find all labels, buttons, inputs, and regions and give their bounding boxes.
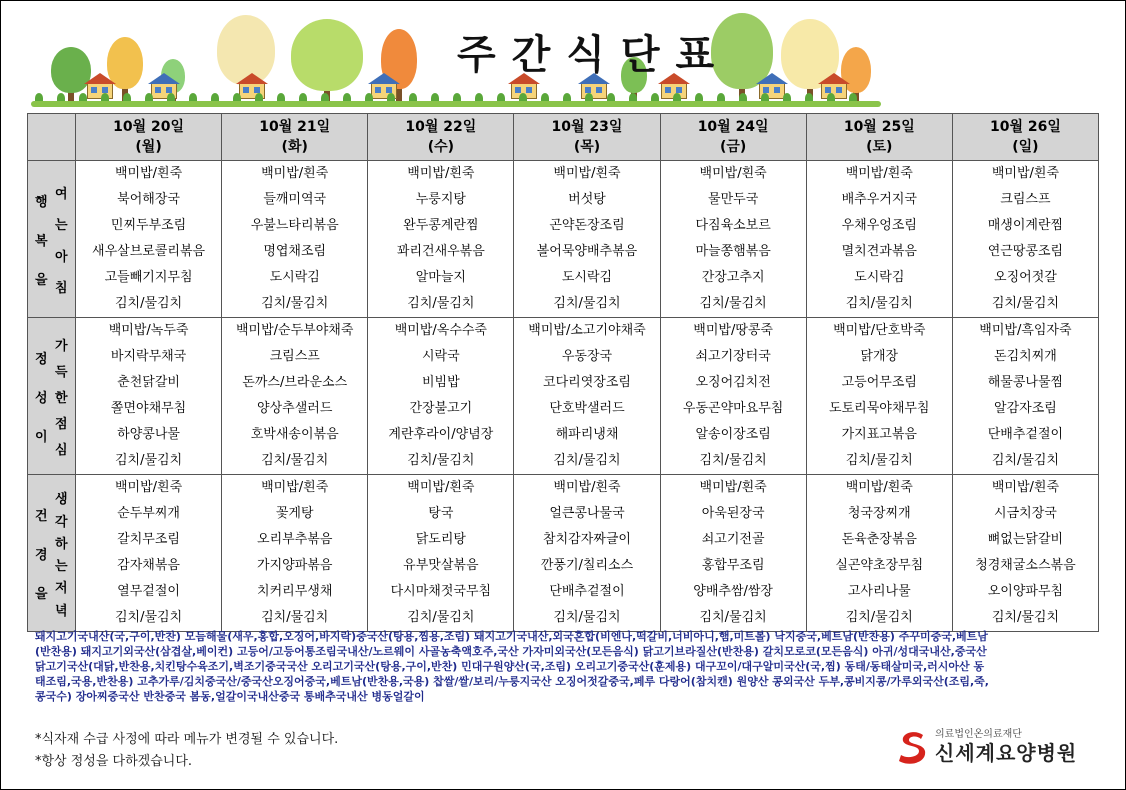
dish: 백미밥/흰죽 bbox=[699, 166, 767, 181]
meal-label-char: 가 bbox=[55, 339, 68, 354]
meal-label-char: 각 bbox=[55, 514, 68, 530]
meal-label-char: 정 bbox=[35, 352, 48, 367]
dish: 치커리무생채 bbox=[257, 584, 333, 599]
dish: 백미밥/흰죽 bbox=[407, 166, 475, 181]
dish: 양상추샐러드 bbox=[257, 401, 333, 416]
dish: 명엽채조림 bbox=[263, 244, 327, 259]
dish: 얼큰콩나물국 bbox=[549, 506, 625, 521]
dish: 볼어묵양배추볶음 bbox=[536, 244, 638, 259]
dish: 코다리엿장조림 bbox=[543, 375, 631, 390]
dish: 열무겉절이 bbox=[117, 584, 180, 599]
dish: 버섯탕 bbox=[568, 192, 606, 207]
day-menu-cell bbox=[222, 318, 368, 475]
day-menu-cell bbox=[660, 318, 806, 475]
dish: 백미밥/녹두죽 bbox=[108, 323, 189, 338]
origin-line: 콩국수) 장아찌중국산 반찬중국 봄동,얼갈이국내산중국 통배추국내산 병동얼갈이 bbox=[35, 690, 425, 703]
day-menu-cell bbox=[514, 161, 660, 318]
dish: 실곤약초장무침 bbox=[835, 558, 924, 573]
day-menu-cell bbox=[806, 161, 952, 318]
dish: 백미밥/흰죽 bbox=[114, 166, 183, 181]
dish: 김치/물김치 bbox=[845, 453, 913, 468]
dish: 연근땅콩조림 bbox=[987, 244, 1064, 259]
dish: 백미밥/흰죽 bbox=[845, 166, 913, 181]
day-menu-cell bbox=[76, 318, 222, 475]
day-weekday: (수) bbox=[427, 139, 455, 155]
dish: 김치/물김치 bbox=[114, 296, 183, 311]
dish: 가지양파볶음 bbox=[257, 558, 333, 573]
table-corner bbox=[28, 114, 76, 161]
dish: 백미밥/흰죽 bbox=[553, 166, 621, 181]
dish: 크림스프 bbox=[1000, 192, 1051, 207]
day-menu-cell bbox=[514, 318, 660, 475]
day-header bbox=[660, 114, 806, 161]
dish: 백미밥/흰죽 bbox=[699, 480, 767, 495]
day-weekday: (토) bbox=[866, 139, 893, 155]
day-weekday: (금) bbox=[719, 139, 747, 155]
meal-label-char: 아 bbox=[55, 249, 68, 265]
dish: 꽃게탕 bbox=[275, 506, 314, 521]
dish: 김치/물김치 bbox=[699, 610, 767, 625]
day-menu-cell bbox=[660, 475, 806, 632]
dish: 감자채볶음 bbox=[117, 558, 180, 573]
dish: 도시락김 bbox=[269, 270, 320, 285]
dish: 멸치견과볶음 bbox=[841, 244, 917, 259]
meal-label-char: 여 bbox=[55, 187, 68, 203]
dish: 김치/물김치 bbox=[407, 296, 475, 311]
day-weekday: (일) bbox=[1012, 139, 1039, 155]
dish: 해물콩나물찜 bbox=[987, 375, 1064, 390]
dish: 우동장국 bbox=[561, 349, 613, 364]
origin-line: 태조림,국용,반찬용) 고추가루/김치중국산/중국산오징어중국,베트남(반찬용,국용) 찹쌀/쌀/보리/누룽지국산 오징어젓갈중국,페루 다랑어(참치캔) 원양산 콩외국산 두부,콩비지콩/가루외국산(조림,죽, bbox=[35, 675, 989, 688]
meal-row bbox=[28, 318, 1099, 475]
day-header bbox=[222, 114, 368, 161]
meal-label-char: 성 bbox=[35, 391, 48, 406]
date-header-row bbox=[28, 114, 1099, 161]
day-date: 10월 23일 bbox=[551, 119, 623, 135]
dish: 백미밥/순두부야채죽 bbox=[236, 323, 354, 338]
dish: 돈까스/브라운소스 bbox=[242, 375, 348, 390]
dish: 김치/물김치 bbox=[699, 296, 767, 311]
dish: 김치/물김치 bbox=[261, 296, 329, 311]
weekly-menu-table bbox=[27, 113, 1099, 632]
dish: 단호박샐러드 bbox=[549, 401, 625, 416]
day-menu-cell bbox=[76, 161, 222, 318]
dish: 들깨미역국 bbox=[263, 192, 327, 207]
dish: 김치/물김치 bbox=[261, 610, 329, 625]
meal-label-char: 점 bbox=[55, 417, 68, 432]
foundation-name: 의료법인온의료재단 bbox=[935, 729, 1022, 740]
dish: 민찌두부조림 bbox=[110, 218, 187, 233]
dish: 쫄면야채무침 bbox=[110, 401, 187, 416]
dish: 하양콩나물 bbox=[117, 427, 180, 442]
day-date: 10월 20일 bbox=[113, 119, 185, 135]
dish: 도토리묵야채무침 bbox=[829, 401, 930, 416]
dish: 백미밥/흰죽 bbox=[261, 480, 329, 495]
dish: 백미밥/옥수수죽 bbox=[394, 323, 487, 338]
dish: 김치/물김치 bbox=[407, 610, 475, 625]
day-weekday: (화) bbox=[281, 139, 308, 155]
day-menu-cell bbox=[806, 318, 952, 475]
dish: 누룽지탕 bbox=[415, 192, 466, 207]
day-menu-cell bbox=[952, 475, 1098, 632]
origin-line: (반찬용) 돼지고기외국산(삼겹살,베이컨) 고등어/고등어통조림국내산/노르웨이 사골농축액호주,국산 가자미외국산(모든음식) 닭고기브라질산(반찬용) 갈치모로코(모든음식) 아귀/성대국내산,중국산 bbox=[35, 645, 987, 658]
day-menu-cell bbox=[660, 161, 806, 318]
meal-label bbox=[28, 161, 76, 318]
meal-label-char: 행 bbox=[35, 195, 48, 210]
dish: 매생이계란찜 bbox=[987, 218, 1064, 233]
meal-label-char: 을 bbox=[35, 587, 48, 602]
meal-row bbox=[28, 161, 1099, 318]
dish: 고사리나물 bbox=[847, 584, 911, 599]
dish: 쇠고기전골 bbox=[701, 532, 765, 547]
hospital-name: 신세계요양병원 bbox=[935, 741, 1078, 765]
dish: 새우살브로콜리볶음 bbox=[92, 244, 206, 259]
meal-label-char: 득 bbox=[55, 365, 68, 380]
dish: 바지락무채국 bbox=[110, 349, 187, 364]
dish: 닭개장 bbox=[860, 349, 899, 364]
day-date: 10월 22일 bbox=[405, 119, 477, 135]
dish: 도시락김 bbox=[561, 270, 613, 285]
dish: 홍합무조림 bbox=[701, 558, 765, 573]
page-title: 주간식단표 bbox=[457, 32, 731, 78]
dish: 간장불고기 bbox=[409, 401, 473, 416]
dish: 백미밥/흰죽 bbox=[114, 480, 183, 495]
dish: 백미밥/흰죽 bbox=[407, 480, 475, 495]
day-header bbox=[368, 114, 514, 161]
dish: 청경채굴소스볶음 bbox=[975, 558, 1076, 573]
dish: 김치/물김치 bbox=[553, 296, 621, 311]
dish: 양배추쌈/쌈장 bbox=[693, 584, 773, 599]
dish: 돈육춘장볶음 bbox=[841, 532, 917, 547]
dish: 닭도리탕 bbox=[415, 532, 466, 547]
dish: 크림스프 bbox=[269, 349, 320, 364]
meal-label-char: 침 bbox=[55, 280, 68, 296]
dish: 알송이장조림 bbox=[695, 427, 771, 442]
meal-label-char: 심 bbox=[55, 443, 68, 458]
meal-label-char: 저 bbox=[55, 581, 68, 597]
meal-label-char: 는 bbox=[55, 218, 68, 234]
dish: 김치/물김치 bbox=[845, 610, 913, 625]
day-header bbox=[952, 114, 1098, 161]
meal-label-char: 이 bbox=[35, 430, 48, 445]
day-header bbox=[514, 114, 660, 161]
dish: 알마늘지 bbox=[415, 270, 466, 285]
dish: 우동곤약마요무침 bbox=[682, 401, 784, 416]
dish: 배추우거지국 bbox=[841, 192, 917, 207]
meal-label bbox=[28, 475, 76, 632]
note-change: *식자재 수급 사정에 따라 메뉴가 변경될 수 있습니다. bbox=[35, 732, 339, 747]
dish: 김치/물김치 bbox=[553, 610, 621, 625]
dish: 김치/물김치 bbox=[991, 296, 1059, 311]
day-date: 10월 24일 bbox=[697, 119, 769, 135]
dish: 호박새송이볶음 bbox=[250, 427, 339, 442]
dish: 탕국 bbox=[428, 506, 454, 521]
day-menu-cell bbox=[368, 318, 514, 475]
dish: 청국장찌개 bbox=[847, 506, 911, 521]
dish: 오징어젓갈 bbox=[994, 270, 1057, 285]
dish: 백미밥/흑임자죽 bbox=[979, 323, 1072, 338]
day-menu-cell bbox=[806, 475, 952, 632]
dish: 백미밥/흰죽 bbox=[261, 166, 329, 181]
dish: 백미밥/흰죽 bbox=[845, 480, 913, 495]
day-weekday: (월) bbox=[135, 139, 162, 155]
dish: 백미밥/흰죽 bbox=[991, 480, 1059, 495]
dish: 아욱된장국 bbox=[701, 506, 765, 521]
dish: 고등어무조림 bbox=[841, 375, 917, 390]
day-menu-cell bbox=[222, 161, 368, 318]
dish: 깐풍기/칠리소스 bbox=[540, 558, 634, 573]
note-sincerity: *항상 정성을 다하겠습니다. bbox=[35, 754, 193, 769]
meal-label-char: 는 bbox=[55, 559, 68, 575]
dish: 김치/물김치 bbox=[261, 453, 329, 468]
ingredient-origin-notice bbox=[35, 629, 1095, 704]
dish: 김치/물김치 bbox=[845, 296, 913, 311]
dish: 오이양파무침 bbox=[987, 584, 1064, 599]
dish: 단배추겉절이 bbox=[549, 584, 625, 599]
dish: 다시마채젓국무침 bbox=[390, 584, 492, 599]
day-header bbox=[806, 114, 952, 161]
hospital-logo bbox=[897, 723, 1097, 773]
day-date: 10월 26일 bbox=[989, 119, 1061, 135]
dish: 오징어김치전 bbox=[695, 375, 771, 390]
dish: 김치/물김치 bbox=[991, 610, 1059, 625]
meal-label-char: 경 bbox=[35, 548, 48, 563]
house-icon bbox=[87, 83, 113, 99]
dish: 단배추겉절이 bbox=[987, 427, 1064, 442]
dish: 북어해장국 bbox=[117, 192, 180, 207]
menu-body bbox=[28, 161, 1099, 632]
dish: 김치/물김치 bbox=[699, 453, 767, 468]
meal-label-char: 하 bbox=[55, 536, 68, 552]
origin-line: 닭고기국산(대닭,반찬용,치킨탕수육조기,벽조기중국국산 오리고기국산(탕용,구이,반찬) 민대구원양산(국,조림) 오리고기중국산(훈제용) 대구꼬이/대구알미국산(국,찜) 동태/동태살미국,러시아산 동 bbox=[35, 660, 985, 673]
dish: 물만두국 bbox=[708, 192, 759, 207]
dish: 김치/물김치 bbox=[991, 453, 1059, 468]
dish: 우채우엉조림 bbox=[841, 218, 917, 233]
dish: 오리부추볶음 bbox=[257, 532, 333, 547]
header-illustration bbox=[21, 7, 881, 107]
dish: 다짐육소보르 bbox=[695, 218, 771, 233]
day-menu-cell bbox=[514, 475, 660, 632]
dish: 백미밥/흰죽 bbox=[991, 166, 1059, 181]
day-menu-cell bbox=[76, 475, 222, 632]
dish: 비빔밥 bbox=[422, 375, 460, 390]
dish: 백미밥/단호박죽 bbox=[833, 323, 926, 338]
day-menu-cell bbox=[952, 161, 1098, 318]
dish: 백미밥/소고기야채죽 bbox=[528, 323, 646, 338]
dish: 시락국 bbox=[422, 349, 460, 364]
meal-label-char: 한 bbox=[55, 391, 68, 406]
dish: 완두콩계란찜 bbox=[403, 218, 479, 233]
meal-label-char: 녁 bbox=[55, 603, 68, 619]
dish: 해파리냉채 bbox=[555, 427, 619, 442]
dish: 김치/물김치 bbox=[114, 610, 183, 625]
day-menu-cell bbox=[368, 161, 514, 318]
dish: 백미밥/땅콩죽 bbox=[693, 323, 773, 338]
notes bbox=[35, 729, 338, 773]
day-date: 10월 25일 bbox=[843, 119, 915, 135]
dish: 김치/물김치 bbox=[407, 453, 475, 468]
meal-label-char: 생 bbox=[55, 492, 68, 508]
dish: 김치/물김치 bbox=[114, 453, 183, 468]
dish: 간장고추지 bbox=[701, 270, 765, 285]
dish: 춘천닭갈비 bbox=[117, 375, 180, 390]
dish: 참치감자짜글이 bbox=[543, 532, 631, 547]
meal-label-char: 복 bbox=[35, 234, 48, 249]
dish: 계란후라이/양념장 bbox=[388, 427, 494, 442]
meal-label bbox=[28, 318, 76, 475]
dish: 뼈없는닭갈비 bbox=[987, 532, 1064, 547]
dish: 곤약돈장조림 bbox=[549, 218, 625, 233]
dish: 꽈리건새우볶음 bbox=[396, 244, 485, 259]
dish: 우불느타리볶음 bbox=[250, 218, 339, 233]
day-date: 10월 21일 bbox=[259, 119, 331, 135]
dish: 김치/물김치 bbox=[553, 453, 621, 468]
meal-label-char: 건 bbox=[35, 509, 48, 524]
dish: 가지표고볶음 bbox=[841, 427, 917, 442]
day-menu-cell bbox=[368, 475, 514, 632]
dish: 고들빼기지무침 bbox=[104, 270, 193, 285]
dish: 마늘쫑햄볶음 bbox=[695, 244, 771, 259]
dish: 갈치무조림 bbox=[117, 532, 180, 547]
day-menu-cell bbox=[222, 475, 368, 632]
dish: 순두부찌개 bbox=[117, 506, 180, 521]
dish: 알감자조림 bbox=[994, 401, 1057, 416]
meal-label-char: 을 bbox=[35, 273, 48, 288]
day-header bbox=[76, 114, 222, 161]
hospital-logo-icon bbox=[897, 729, 929, 765]
dish: 쇠고기장터국 bbox=[695, 349, 771, 364]
dish: 유부맛살볶음 bbox=[403, 558, 479, 573]
origin-line: 돼지고기국내산(국,구이,반찬) 모듬해물(새우,홍합,오징어,바지락)중국산(탕용,찜용,조림) 돼지고기국내산,외국혼합(비엔나,떡갈비,너비아니,햄,미트볼) 낙지중국,베트남(반찬용) 주꾸미중국,베트남 bbox=[35, 630, 988, 643]
meal-row bbox=[28, 475, 1099, 632]
dish: 시금치장국 bbox=[994, 506, 1057, 521]
grass-strip bbox=[31, 101, 881, 107]
day-menu-cell bbox=[952, 318, 1098, 475]
dish: 백미밥/흰죽 bbox=[553, 480, 621, 495]
day-weekday: (목) bbox=[573, 139, 601, 155]
dish: 돈김치찌개 bbox=[994, 349, 1057, 364]
dish: 도시락김 bbox=[854, 270, 905, 285]
